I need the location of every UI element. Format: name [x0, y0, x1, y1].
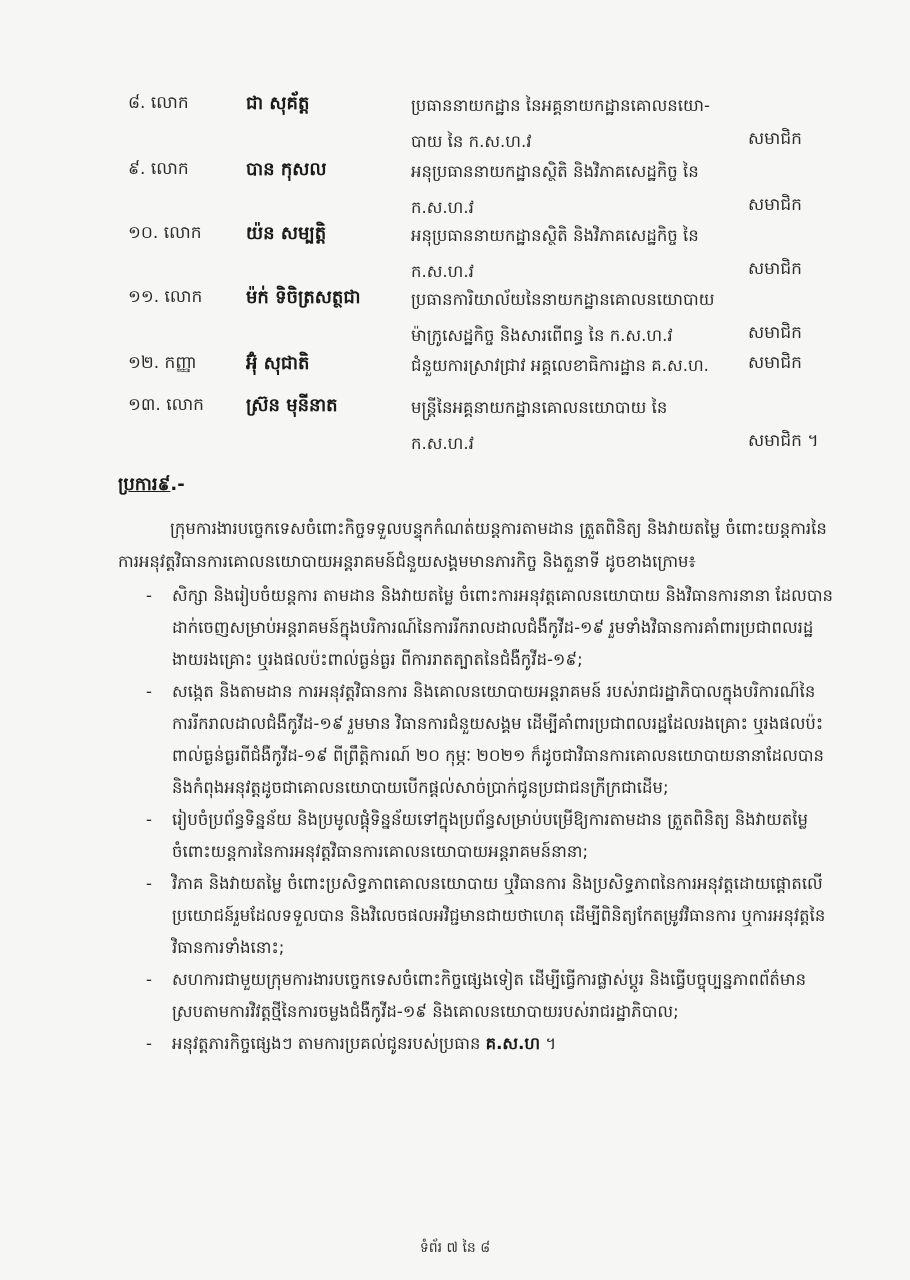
member-position: [411, 154, 741, 226]
bullet-dash: -: [146, 586, 152, 605]
position-line: ប្រធានការិយាល័យនៃនាយកដ្ឋានគោលនយោបាយ: [411, 290, 715, 309]
member-name: ម៉ក់ ទិចិត្រសត្ថជា: [246, 287, 361, 308]
list-item: [146, 964, 836, 1028]
member-name: បាន កុសល: [246, 159, 327, 180]
position-line: ក.ស.ហ.វ: [411, 434, 474, 453]
list-item: [146, 580, 836, 676]
member-position: [411, 348, 741, 384]
member-number: ១១. លោក: [128, 287, 203, 307]
list-item: [146, 676, 836, 804]
member-name: អ៊ុំ សុជាតិ: [246, 353, 310, 374]
list-item: [146, 868, 836, 964]
member-position: [411, 218, 741, 290]
list-item-text: អនុវត្តភារកិច្ចផ្សេងៗ តាមការប្រគល់ជូនរបស់ប្រធាន: [172, 1034, 486, 1053]
section-title: ប្រការ៩: [118, 474, 171, 495]
member-number: ៩. លោក: [128, 159, 189, 179]
list-item-tail: ។: [540, 1034, 557, 1053]
list-item: [146, 804, 836, 868]
duty-list: [146, 580, 836, 1060]
position-line: អនុប្រធាននាយកដ្ឋានស្ថិតិ និងវិភាគសេដ្ឋកិច្ច នៃ: [411, 162, 699, 181]
position-line: ជំនួយការស្រាវជ្រាវ អគ្គលេខាធិការដ្ឋាន គ.ស.ហ.: [411, 356, 709, 375]
bullet-dash: -: [146, 682, 152, 701]
list-item: [146, 1028, 836, 1060]
member-position: [411, 282, 741, 354]
member-number: ១២. កញ្ញា: [128, 353, 197, 373]
list-item-text: សហការជាមួយក្រុមការងារបច្ចេកទេសចំពោះកិច្ចផ្សេងទៀត ដើម្បីធ្វើការផ្លាស់ប្តូរ និងធ្វើបច្ចុប្បន្នភាពព័ត៌មាន ស្របតាមការវិវត្តថ្មីនៃការចម្លងជំងឺកូវីដ-១៩ និងគោលនយោបាយរបស់រាជរដ្ឋាភិបាល;: [172, 970, 807, 1021]
member-number: ៨. លោក: [128, 93, 189, 113]
list-item-text: សង្កេត និងតាមដាន ការអនុវត្តវិធានការ និងគោលនយោបាយអន្តរាគមន៍ របស់រាជរដ្ឋាភិបាលក្នុងបរិការណ៍នៃការរីករាលដាលជំងឺកូវីដ-១៩ រួមមាន វិធានការជំនួយសង្គម ដើម្បីគាំពារប្រជាពលរដ្ឋដែលរងគ្រោះ ឬរងផលប៉ះពាល់ធ្ងន់ធ្ងរពីជំងឺកូវីដ-១៩ ពីព្រឹត្តិការណ៍ ២០ កុម្ភៈ ២០២១ ក៏ដូចជាវិធានការគោលនយោបាយនានាដែលបាន និងកំពុងអនុវត្តដូចជាគោលនយោបាយបើកផ្តល់សាច់ប្រាក់ជូនប្រជាជនក្រីក្រជាដើម;: [172, 682, 825, 797]
member-role: សមាជិក: [748, 195, 802, 215]
member-role: សមាជិក: [748, 129, 802, 149]
position-line: ក.ស.ហ.វ: [411, 262, 474, 281]
member-role: សមាជិក: [748, 323, 802, 343]
member-position: [411, 390, 741, 462]
member-role: សមាជិក: [748, 353, 802, 373]
position-line: មន្ត្រីនៃអគ្គនាយកដ្ឋានគោលនយោបាយ នៃ: [411, 398, 668, 417]
position-line: ប្រធាននាយកដ្ឋាន នៃអគ្គនាយកដ្ឋានគោលនយោ-: [411, 96, 710, 115]
section-suffix: .-: [170, 474, 185, 495]
bullet-dash: -: [146, 1034, 152, 1053]
list-item-text: សិក្សា និងរៀបចំយន្តការ តាមដាន និងវាយតម្លៃ ចំពោះការអនុវត្តគោលនយោបាយ និងវិធានការនានា ដែលបានដាក់ចេញសម្រាប់អន្តរាគមន៍ក្នុងបរិការណ៍នៃការរីករាលដាលជំងឺកូវីដ-១៩ រួមទាំងវិធានការគាំពារប្រជាពលរដ្ឋងាយរងគ្រោះ ឬរងផលប៉ះពាល់ធ្ងន់ធ្ងរ ពីការរាតត្បាតនៃជំងឺកូវីដ-១៩;: [172, 586, 834, 669]
bullet-dash: -: [146, 874, 152, 893]
position-line: ម៉ាក្រូសេដ្ឋកិច្ច និងសារពើពន្ធ នៃ ក.ស.ហ.វ: [411, 326, 673, 345]
position-line: អនុប្រធាននាយកដ្ឋានស្ថិតិ និងវិភាគសេដ្ឋកិច្ច នៃ: [411, 226, 699, 245]
intro-paragraph: ក្រុមការងារបច្ចេកទេសចំពោះកិច្ចទទួលបន្ទុកកំណត់យន្តការតាមដាន ត្រួតពិនិត្យ និងវាយតម្លៃ ចំពោះយន្តការនៃការអនុវត្តវិធានការគោលនយោបាយអន្តរាគមន៍ជំនួយសង្គមមានភារកិច្ច និងតួនាទី ដូចខាងក្រោម៖: [118, 519, 827, 571]
list-item-text: រៀបចំប្រព័ន្ធទិន្នន័យ និងប្រមូលផ្តុំទិន្នន័យទៅក្នុងប្រព័ន្ធសម្រាប់បម្រើឱ្យការតាមដាន ត្រួតពិនិត្យ និងវាយតម្លៃចំពោះយន្តការនៃការអនុវត្តវិធានការគោលនយោបាយអន្តរាគមន៍នានា;: [172, 810, 809, 861]
organization-abbrev: គ.ស.ហ: [485, 1034, 541, 1053]
bullet-dash: -: [146, 970, 152, 989]
member-role: សមាជិក ។: [748, 431, 819, 451]
member-number: ១០. លោក: [128, 223, 202, 243]
member-position: [411, 88, 741, 160]
position-line: បាយ នៃ ក.ស.ហ.វ: [411, 132, 532, 151]
list-item-text: វិភាគ និងវាយតម្លៃ ចំពោះប្រសិទ្ធភាពគោលនយោបាយ ឬវិធានការ និងប្រសិទ្ធភាពនៃការអនុវត្តដោយផ្តោតលើប្រយោជន៍រួមដែលទទួលបាន និងវិលេចផលអវិជ្ជមានជាយថាហេតុ ដើម្បីពិនិត្យកែតម្រូវវិធានការ ឬការអនុវត្តនៃវិធានការទាំងនោះ;: [172, 874, 826, 957]
member-name: ស្រ៊ន មុនីនាត: [246, 395, 338, 416]
member-name: ជា សុគ័ត្ត: [246, 93, 310, 114]
member-role: សមាជិក: [748, 259, 802, 279]
section-heading: [118, 472, 185, 499]
position-line: ក.ស.ហ.វ: [411, 198, 474, 217]
page-number: ទំព័រ ៧ នៃ ៨: [419, 1240, 491, 1256]
member-number: ១៣. លោក: [128, 395, 204, 415]
bullet-dash: -: [146, 810, 152, 829]
member-name: យ៉ន សម្បត្តិ: [246, 223, 327, 244]
